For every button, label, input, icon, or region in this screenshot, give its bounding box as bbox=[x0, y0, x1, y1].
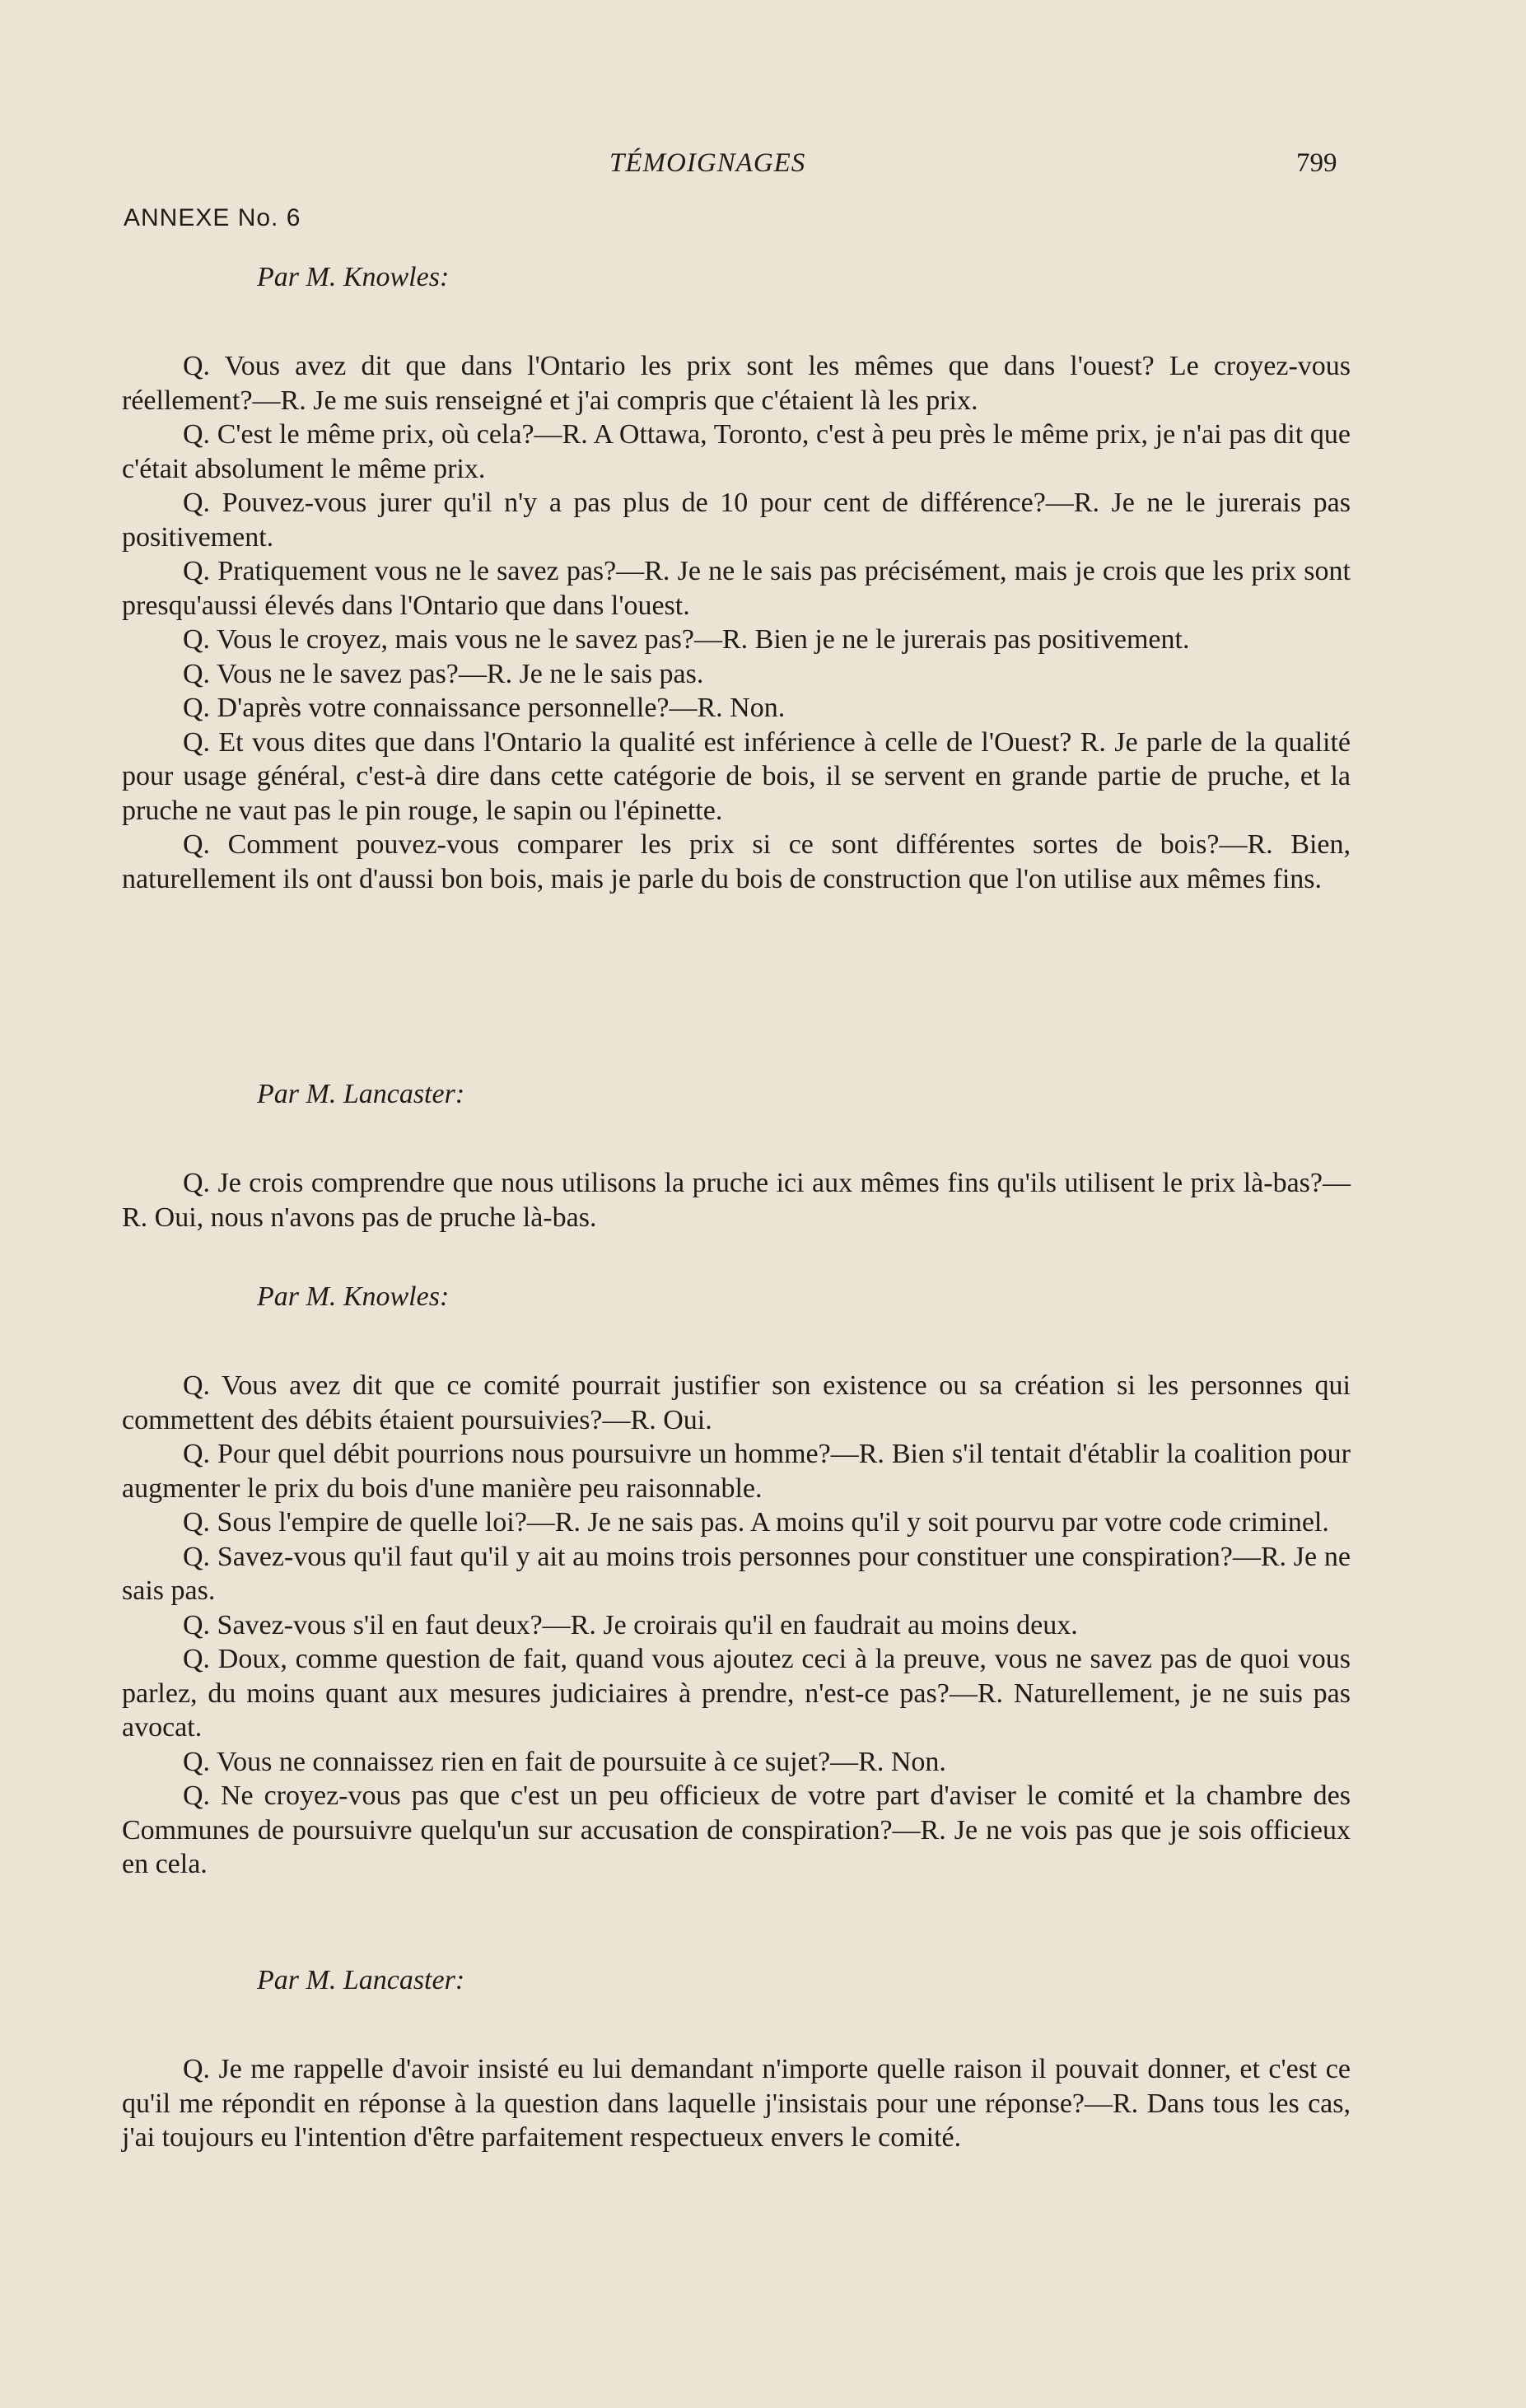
testimony-paragraph: Q. C'est le même prix, où cela?—R. A Ottawa, Toronto, c'est à peu près le même prix, je n'ai pas dit que c'était absolument le même prix. bbox=[122, 419, 1351, 484]
testimony-paragraph: Q. Je me rappelle d'avoir insisté eu lui demandant n'importe quelle raison il pouvait donner, et c'est ce qu'il me répondit en réponse à la question dans laquelle j'insistais pour une réponse?—R. Dans tous les cas, j'ai toujours eu l'intention d'être parfaitement respectueux envers le comité. bbox=[122, 2054, 1351, 2153]
page-number: 799 bbox=[1296, 148, 1337, 178]
testimony-paragraph: Q. Vous avez dit que dans l'Ontario les prix sont les mêmes que dans l'ouest? Le croyez-vous réellement?—R. Je me suis renseigné et j'ai compris que c'étaient là les prix. bbox=[122, 351, 1351, 416]
testimony-paragraph: Q. Vous ne le savez pas?—R. Je ne le sais pas. bbox=[183, 658, 704, 689]
testimony-paragraph: Q. Pratiquement vous ne le savez pas?—R. Je ne le sais pas précisément, mais je crois que les prix sont presqu'aussi élevés dans l'Ontario que dans l'ouest. bbox=[122, 556, 1351, 621]
speaker-heading: Par M. Lancaster: bbox=[257, 1079, 465, 1109]
testimony-paragraph: Q. Et vous dites que dans l'Ontario la qualité est inférience à celle de l'Ouest? R. Je parle de la qualité pour usage général, c'est-à dire dans cette catégorie de bois, il se servent en grande partie de pruche, et la pruche ne vaut pas le pin rouge, le sapin ou l'épinette. bbox=[122, 726, 1351, 826]
testimony-section-3 bbox=[122, 1281, 1351, 1882]
annex-label: ANNEXE No. 6 bbox=[124, 204, 301, 231]
testimony-paragraph: Q. Vous avez dit que ce comité pourrait justifier son existence ou sa création si les personnes qui commettent des débits étaient poursuivies?—R. Oui. bbox=[122, 1370, 1351, 1435]
testimony-paragraph: Q. Sous l'empire de quelle loi?—R. Je ne sais pas. A moins qu'il y soit pourvu par votre code criminel. bbox=[183, 1507, 1329, 1538]
testimony-paragraph: Q. Savez-vous s'il en faut deux?—R. Je croirais qu'il en faudrait au moins deux. bbox=[183, 1609, 1078, 1640]
testimony-section-4 bbox=[122, 1965, 1351, 2155]
speaker-heading: Par M. Knowles: bbox=[257, 1281, 450, 1312]
testimony-paragraph: Q. Pouvez-vous jurer qu'il n'y a pas plus de 10 pour cent de différence?—R. Je ne le jurerais pas positivement. bbox=[122, 488, 1351, 553]
testimony-section-2 bbox=[122, 1079, 1351, 1234]
testimony-paragraph: Q. Vous le croyez, mais vous ne le savez pas?—R. Bien je ne le jurerais pas positivement. bbox=[183, 624, 1190, 655]
speaker-heading: Par M. Knowles: bbox=[257, 262, 450, 292]
testimony-paragraph: Q. D'après votre connaissance personnelle?—R. Non. bbox=[183, 693, 786, 723]
testimony-paragraph: Q. Je crois comprendre que nous utilisons la pruche ici aux mêmes fins qu'ils utilisent le prix là-bas?—R. Oui, nous n'avons pas de pruche là-bas. bbox=[122, 1168, 1351, 1233]
testimony-paragraph: Q. Vous ne connaissez rien en fait de poursuite à ce sujet?—R. Non. bbox=[183, 1746, 946, 1777]
testimony-paragraph: Q. Comment pouvez-vous comparer les prix si ce sont différentes sortes de bois?—R. Bien, naturellement ils ont d'aussi bon bois, mais je parle du bois de construction que l'on utilise aux mêmes fins. bbox=[122, 829, 1351, 894]
testimony-paragraph: Q. Doux, comme question de fait, quand vous ajoutez ceci à la preuve, vous ne savez pas de quoi vous parlez, du moins quant aux mesures judiciaires à prendre, n'est-ce pas?—R. Naturellement, je ne suis pas avocat. bbox=[122, 1644, 1351, 1743]
testimony-paragraph: Q. Savez-vous qu'il faut qu'il y ait au moins trois personnes pour constituer une conspiration?—R. Je ne sais pas. bbox=[122, 1541, 1351, 1606]
running-header-title: TÉMOIGNAGES bbox=[609, 148, 806, 178]
testimony-paragraph: Q. Pour quel débit pourrions nous poursuivre un homme?—R. Bien s'il tentait d'établir la coalition pour augmenter le prix du bois d'une manière peu raisonnable. bbox=[122, 1439, 1351, 1504]
testimony-section-1 bbox=[122, 262, 1351, 896]
testimony-paragraph: Q. Ne croyez-vous pas que c'est un peu officieux de votre part d'aviser le comité et la chambre des Communes de poursuivre quelqu'un sur accusation de conspiration?—R. Je ne vois pas que je sois officieux en cela. bbox=[122, 1780, 1351, 1879]
speaker-heading: Par M. Lancaster: bbox=[257, 1965, 465, 1995]
